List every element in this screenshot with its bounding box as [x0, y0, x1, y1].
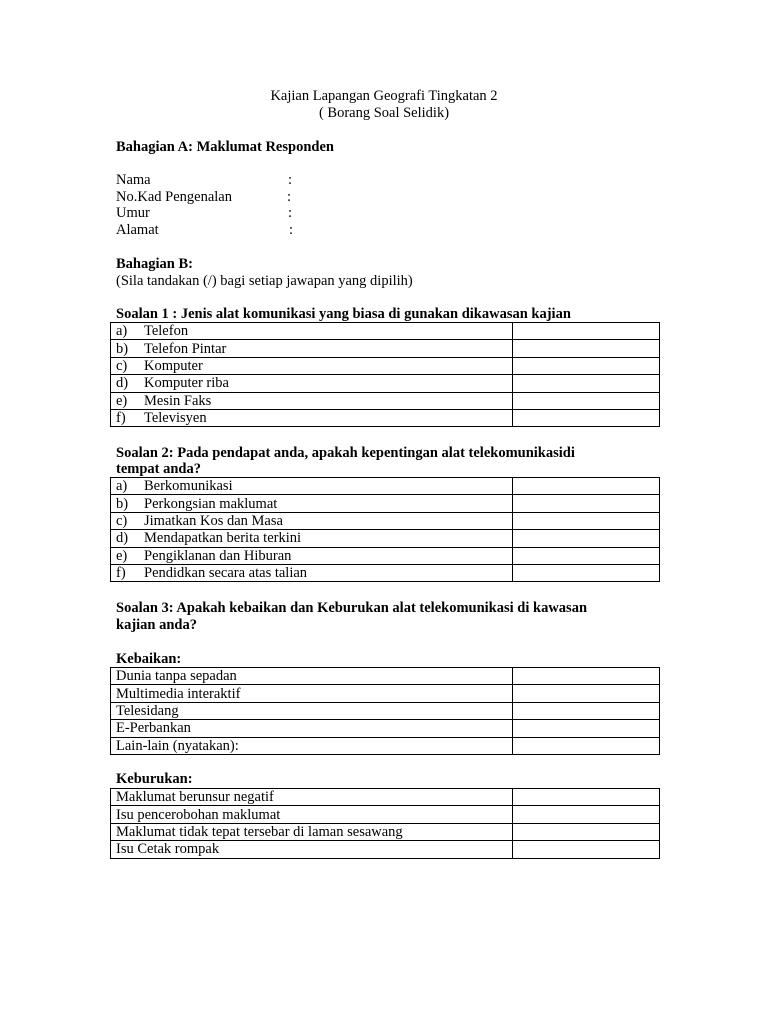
- answer-cell[interactable]: [513, 789, 660, 806]
- table-row: [111, 720, 660, 737]
- table-row: [111, 323, 660, 340]
- table-row: [111, 375, 660, 392]
- option-label: a) Telefon: [111, 323, 513, 340]
- answer-cell[interactable]: [513, 564, 660, 581]
- answer-cell[interactable]: [513, 392, 660, 409]
- option-label: Maklumat tidak tepat tersebar di laman sesawang: [111, 823, 513, 840]
- option-label: E-Perbankan: [111, 720, 513, 737]
- answer-cell[interactable]: [513, 737, 660, 754]
- kebaikan-table: [110, 667, 660, 755]
- option-label: d) Mendapatkan berita terkini: [111, 530, 513, 547]
- document-subtitle: ( Borang Soal Selidik): [318, 105, 450, 121]
- section-b-instruction: (Sila tandakan (/) bagi setiap jawapan yang dipilih): [116, 273, 413, 289]
- field-label-alamat: Alamat: [116, 222, 159, 238]
- document-title: Kajian Lapangan Geografi Tingkatan 2: [270, 88, 498, 104]
- table-row: [111, 737, 660, 754]
- option-label: b) Perkongsian maklumat: [111, 495, 513, 512]
- option-label: Dunia tanpa sepadan: [111, 668, 513, 685]
- table-row: [111, 668, 660, 685]
- answer-cell[interactable]: [513, 702, 660, 719]
- table-row: [111, 789, 660, 806]
- answer-cell[interactable]: [513, 806, 660, 823]
- option-label: e) Pengiklanan dan Hiburan: [111, 547, 513, 564]
- option-label: c) Komputer: [111, 357, 513, 374]
- section-b-heading: Bahagian B:: [116, 256, 193, 272]
- answer-cell[interactable]: [513, 685, 660, 702]
- question-2-table: [110, 477, 660, 582]
- table-row: [111, 495, 660, 512]
- table-row: [111, 478, 660, 495]
- answer-cell[interactable]: [513, 720, 660, 737]
- table-row: [111, 392, 660, 409]
- table-row: [111, 702, 660, 719]
- field-colon: :: [289, 222, 294, 238]
- keburukan-heading: Keburukan:: [116, 771, 193, 787]
- answer-cell[interactable]: [513, 478, 660, 495]
- table-row: [111, 564, 660, 581]
- option-label: f) Pendidkan secara atas talian: [111, 564, 513, 581]
- answer-cell[interactable]: [513, 323, 660, 340]
- answer-cell[interactable]: [513, 375, 660, 392]
- table-row: [111, 685, 660, 702]
- table-row: [111, 806, 660, 823]
- question-2-line2: tempat anda?: [116, 461, 201, 477]
- field-colon: :: [288, 172, 293, 188]
- option-label: e) Mesin Faks: [111, 392, 513, 409]
- answer-cell[interactable]: [513, 547, 660, 564]
- option-label: Lain-lain (nyatakan):: [111, 737, 513, 754]
- question-2-line1: Soalan 2: Pada pendapat anda, apakah kepentingan alat telekomunikasidi: [116, 445, 575, 461]
- answer-cell[interactable]: [513, 512, 660, 529]
- answer-cell[interactable]: [513, 841, 660, 858]
- answer-cell[interactable]: [513, 409, 660, 426]
- question-1: Soalan 1 : Jenis alat komunikasi yang biasa di gunakan dikawasan kajian: [116, 306, 571, 322]
- option-label: c) Jimatkan Kos dan Masa: [111, 512, 513, 529]
- section-a-heading: Bahagian A: Maklumat Responden: [116, 139, 334, 155]
- keburukan-table: [110, 788, 660, 859]
- answer-cell[interactable]: [513, 495, 660, 512]
- field-colon: :: [287, 189, 292, 205]
- table-row: [111, 512, 660, 529]
- option-label: b) Telefon Pintar: [111, 340, 513, 357]
- field-label-nama: Nama: [116, 172, 151, 188]
- table-row: [111, 547, 660, 564]
- table-row: [111, 409, 660, 426]
- option-label: Multimedia interaktif: [111, 685, 513, 702]
- answer-cell[interactable]: [513, 357, 660, 374]
- answer-cell[interactable]: [513, 340, 660, 357]
- question-3-line1: Soalan 3: Apakah kebaikan dan Keburukan alat telekomunikasi di kawasan: [116, 600, 588, 616]
- option-label: Maklumat berunsur negatif: [111, 789, 513, 806]
- option-label: d) Komputer riba: [111, 375, 513, 392]
- question-1-table: [110, 322, 660, 427]
- field-colon: :: [288, 205, 293, 221]
- answer-cell[interactable]: [513, 668, 660, 685]
- option-label: Isu pencerobohan maklumat: [111, 806, 513, 823]
- field-label-ic: No.Kad Pengenalan: [116, 189, 232, 205]
- table-row: [111, 841, 660, 858]
- question-3-line2: kajian anda?: [116, 617, 197, 633]
- table-row: [111, 823, 660, 840]
- kebaikan-heading: Kebaikan:: [116, 651, 182, 667]
- field-label-umur: Umur: [116, 205, 150, 221]
- table-row: [111, 530, 660, 547]
- answer-cell[interactable]: [513, 823, 660, 840]
- table-row: [111, 357, 660, 374]
- option-label: Telesidang: [111, 702, 513, 719]
- option-label: a) Berkomunikasi: [111, 478, 513, 495]
- option-label: f) Televisyen: [111, 409, 513, 426]
- table-row: [111, 340, 660, 357]
- option-label: Isu Cetak rompak: [111, 841, 513, 858]
- answer-cell[interactable]: [513, 530, 660, 547]
